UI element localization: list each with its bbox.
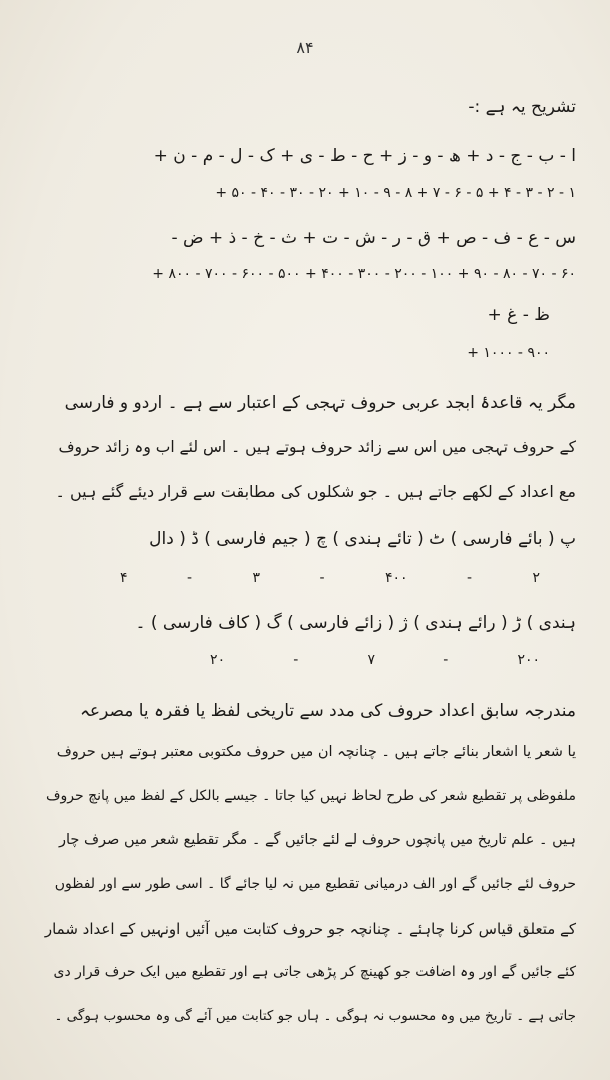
abjad-row-3-numbers: ۹۰۰ - ۱۰۰۰ + <box>467 345 550 361</box>
paragraph-2-line-6: کے متعلق قیاس کرنا چاہئے ۔ چنانچہ جو حروف کتابت میں آئیں اونہیں کے اعداد شمار <box>44 920 576 938</box>
extra-separator: - <box>293 652 300 668</box>
extra-values-row-1 <box>120 570 540 586</box>
section-heading: تشریح یہ ہے :- <box>468 97 576 117</box>
abjad-row-3-letters: ظ - غ + <box>487 305 550 325</box>
paragraph-2-line-1: مندرجہ سابق اعداد حروف کی مدد سے تاریخی لفظ یا فقرہ یا مصرعہ <box>79 701 576 721</box>
abjad-row-2-numbers: ۶۰ - ۷۰ - ۸۰ - ۹۰ + ۱۰۰ - ۲۰۰ - ۳۰۰ - ۴۰۰ + ۵۰۰ - ۶۰۰ - ۷۰۰ - ۸۰۰ + <box>152 266 576 282</box>
paragraph-2-line-3: ملفوظی پر تقطیع شعر کی طرح لحاظ نہیں کیا جاتا ۔ جیسے بالکل کے لفظ میں پانچ حروف <box>45 788 576 804</box>
extra-value: ۲۰۰ <box>517 652 540 668</box>
extra-value: ۲۰ <box>210 652 226 668</box>
paragraph-2-line-2: یا شعر یا اشعار بنائے جاتے ہیں ۔ چنانچہ ان میں حروف مکتوبی معتبر ہوتے ہیں حروف <box>56 744 576 760</box>
paragraph-2-line-8: جاتی ہے ۔ تاریخ میں وہ محسوب نہ ہوگی ۔ ہاں جو کتابت میں آئے گی وہ محسوب ہوگی ۔ <box>54 1008 576 1024</box>
abjad-row-1-letters: ا - ب - ج - د + ھ - و - ز + ح - ط - ی + ک - ل - م - ن + <box>153 146 576 166</box>
extra-value: ۷ <box>367 652 376 668</box>
abjad-row-1-numbers: ۱ - ۲ - ۳ - ۴ + ۵ - ۶ - ۷ + ۸ - ۹ - ۱۰ + ۲۰ - ۳۰ - ۴۰ - ۵۰ + <box>215 185 576 201</box>
extra-separator: - <box>443 652 450 668</box>
paragraph-1-line-2: کے حروف تہجی میں اس سے زائد حروف ہوتے ہیں ۔ اس لئے اب وہ زائد حروف <box>58 438 576 456</box>
page-number: ۸۴ <box>296 38 314 57</box>
paragraph-1-line-3: مع اعداد کے لکھے جاتے ہیں ۔ جو شکلوں کی مطابقت سے قرار دیئے گئے ہیں ۔ <box>55 482 576 501</box>
extra-letters-line-2: ہندی ) ڑ ( رائے ہندی ) ژ ( زائے فارسی ) گ ( کاف فارسی ) ۔ <box>135 613 576 633</box>
extra-separator: - <box>466 570 474 586</box>
paragraph-2-line-5: حروف لئے جائیں گے اور الف درمیانی تقطیع میں نہ لیا جائے گا ۔ اسی طور سے اور لفظوں <box>54 876 576 892</box>
abjad-row-2-letters: س - ع - ف - ص + ق - ر - ش - ت + ث - خ - ذ + ض - <box>171 228 576 248</box>
paragraph-1-line-1: مگر یہ قاعدۂ ابجد عربی حروف تہجی کے اعتبار سے ہے ۔ اردو و فارسی <box>64 393 576 413</box>
paragraph-2-line-7: کئے جائیں گے اور وہ اضافت جو کھینچ کر پڑھی جاتی ہے اور تقطیع میں ایک حرف قرار دی <box>53 964 576 980</box>
extra-value: ۳ <box>252 570 261 586</box>
extra-value: ۴۰۰ <box>384 570 408 586</box>
extra-values-row-2 <box>210 652 540 668</box>
extra-separator: - <box>319 570 326 586</box>
paragraph-2-line-4: ہیں ۔ علم تاریخ میں پانچوں حروف لے لئے جائیں گے ۔ مگر تقطیع شعر میں صرف چار <box>59 832 576 848</box>
extra-letters-line-1: پ ( بائے فارسی ) ٹ ( تائے ہندی ) چ ( جیم فارسی ) ڈ ( دال <box>149 529 576 549</box>
extra-value: ۲ <box>532 570 540 586</box>
extra-value: ۴ <box>120 570 128 586</box>
extra-separator: - <box>187 570 194 586</box>
